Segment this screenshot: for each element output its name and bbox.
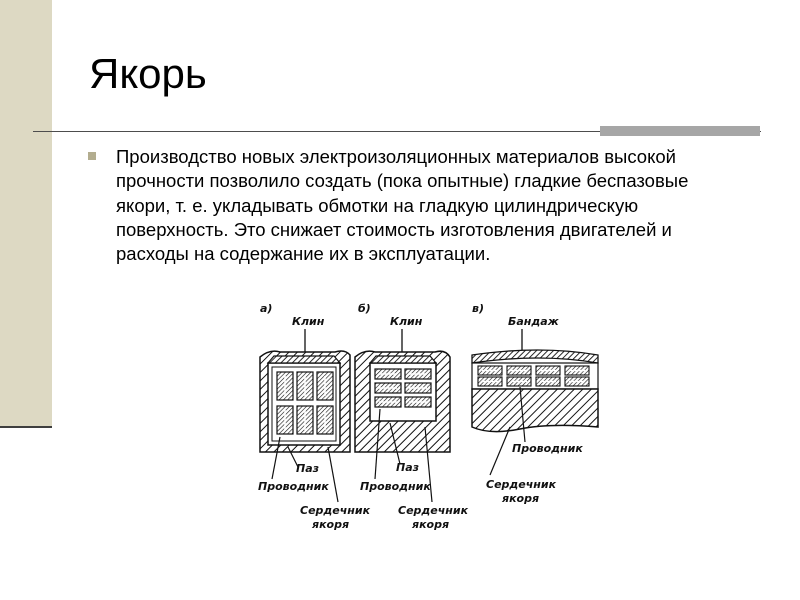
panel-b-wedge [370,356,436,363]
panel-b-wedge-label: Клин [390,315,423,328]
panel-c-core [472,389,598,432]
panel-b-core-label-1: Сердечник [398,504,469,517]
panel-a-slot-label: Паз [296,462,320,475]
panel-b-conductor-label: Проводник [360,480,431,493]
panel-a-conductor-label: Проводник [258,480,329,493]
divider-accent-block [600,126,760,136]
panel-c-letter: в) [472,302,484,315]
panel-b-letter: б) [358,302,371,315]
panel-b-slot-label: Паз [396,461,420,474]
panel-b [355,302,469,531]
panel-a [258,302,371,531]
panel-c-band-label: Бандаж [508,315,559,328]
panel-c-banding [472,350,598,363]
slide-title: Якорь [89,50,207,97]
panel-c-conductor-label: Проводник [512,442,583,455]
panel-c [472,302,598,505]
side-accent-line [0,426,52,428]
panel-a-letter: а) [260,302,273,315]
square-bullet-icon [88,152,96,160]
panel-a-core-label-1: Сердечник [300,504,371,517]
panel-a-wedge [268,356,340,363]
slide-body-text: Производство новых электроизоляционных материалов высокой прочности позволило создать (пока опытные) гладкие беспазовые якори, т. е. укладывать обмотки на гладкую цилиндрическую поверхность. Это снижает стоимость изготовления двигателей и расходы на содержание их в эксплуатации. [116,146,689,265]
panel-a-core-label-2: якоря [312,518,350,531]
panel-c-core-label-2: якоря [502,492,540,505]
panel-a-wedge-label: Клин [292,315,325,328]
panel-c-core-label-1: Сердечник [486,478,557,491]
side-accent-bar [0,0,52,427]
armature-diagram [250,297,600,540]
panel-b-core-label-2: якоря [412,518,450,531]
